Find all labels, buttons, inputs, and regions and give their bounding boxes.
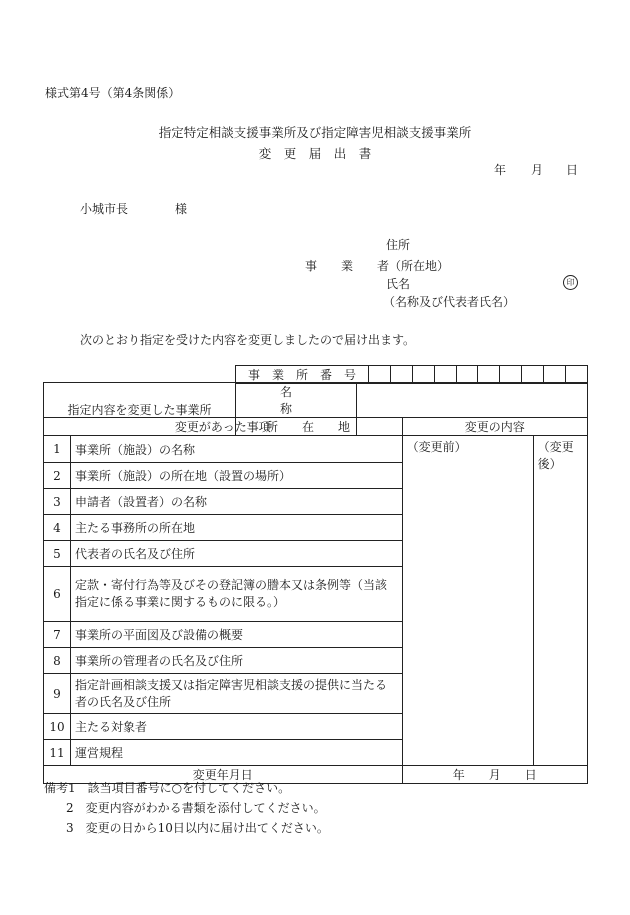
office-number-box[interactable] [412, 366, 434, 384]
office-number-box[interactable] [566, 366, 588, 384]
change-date-value[interactable]: 年 月 日 [402, 766, 587, 784]
item-label: 申請者（設置者）の名称 [71, 489, 403, 515]
address-label: 住所 [386, 238, 411, 252]
before-label: （変更前） [406, 440, 467, 454]
office-section-label: 指定内容を変更した事業所 [44, 383, 236, 436]
seal-mark [563, 274, 578, 290]
office-number-box[interactable] [456, 366, 478, 384]
office-name-label: 名 称 [236, 383, 357, 418]
addressee-name: 小城市長 [80, 202, 129, 216]
item-number[interactable]: 10 [44, 714, 71, 740]
item-label: 代表者の氏名及び住所 [71, 541, 403, 567]
item-number[interactable]: 6 [44, 567, 71, 622]
item-label: 指定計画相談支援又は指定障害児相談支援の提供に当たる者の氏名及び住所 [71, 674, 403, 714]
change-date-label: 変更年月日 [44, 766, 403, 784]
item-number[interactable]: 4 [44, 515, 71, 541]
item-number[interactable]: 5 [44, 541, 71, 567]
item-label: 事業所（施設）の名称 [71, 436, 403, 463]
office-number-label: 事 業 所 番 号 [236, 366, 369, 384]
office-number-box[interactable] [369, 366, 391, 384]
date-month: 月 [531, 163, 544, 177]
note-line: 3 変更の日から10日以内に届け出てください。 [66, 821, 329, 835]
item-label: 主たる対象者 [71, 714, 403, 740]
office-number-box[interactable] [522, 366, 544, 384]
office-location-label: 所 在 地 [236, 418, 357, 436]
content-header: 変更の内容 [402, 418, 587, 436]
items-header: 変更があった事項 [44, 418, 403, 436]
document-subtitle: 変 更 届 出 書 [258, 146, 372, 161]
before-content-cell[interactable] [402, 436, 533, 766]
office-name-value[interactable] [357, 383, 588, 418]
note-line: 備考1 該当項目番号に○を付してください。 [44, 781, 291, 795]
item-label: 事業所の管理者の氏名及び住所 [71, 648, 403, 674]
note-line: 2 変更内容がわかる書類を添付してください。 [66, 801, 326, 815]
item-label: 事業所の平面図及び設備の概要 [71, 622, 403, 648]
name-note: （名称及び代表者氏名） [383, 295, 516, 309]
addressee-honorific: 様 [175, 202, 188, 216]
item-number[interactable]: 1 [44, 436, 71, 463]
office-number-box[interactable] [478, 366, 500, 384]
seal-stamp-icon: 印 [563, 275, 578, 290]
operator-label: 事 業 者（所在地） [305, 259, 450, 273]
document-title: 指定特定相談支援事業所及び指定障害児相談支援事業所 [158, 125, 472, 140]
item-label: 主たる事務所の所在地 [71, 515, 403, 541]
office-number-box[interactable] [434, 366, 456, 384]
item-number[interactable]: 11 [44, 740, 71, 766]
intro-text: 次のとおり指定を受けた内容を変更しましたので届け出ます。 [80, 333, 416, 347]
item-number[interactable]: 8 [44, 648, 71, 674]
office-number-box[interactable] [544, 366, 566, 384]
item-label: 運営規程 [71, 740, 403, 766]
after-label: （変更後） [537, 440, 574, 471]
name-label: 氏名 [386, 277, 411, 291]
after-content-cell[interactable] [533, 436, 587, 766]
date-year: 年 [494, 163, 507, 177]
item-label: 定款・寄付行為等及びその登記簿の謄本又は条例等（当該指定に係る事業に関するものに限る。） [71, 567, 403, 622]
item-number[interactable]: 7 [44, 622, 71, 648]
office-number-box[interactable] [500, 366, 522, 384]
office-number-box[interactable] [390, 366, 412, 384]
item-number[interactable]: 9 [44, 674, 71, 714]
form-number: 様式第4号（第4条関係） [45, 86, 181, 100]
change-items-table [43, 417, 588, 784]
item-label: 事業所（施設）の所在地（設置の場所） [71, 463, 403, 489]
item-number[interactable]: 3 [44, 489, 71, 515]
item-number[interactable]: 2 [44, 463, 71, 489]
date-day: 日 [566, 163, 579, 177]
